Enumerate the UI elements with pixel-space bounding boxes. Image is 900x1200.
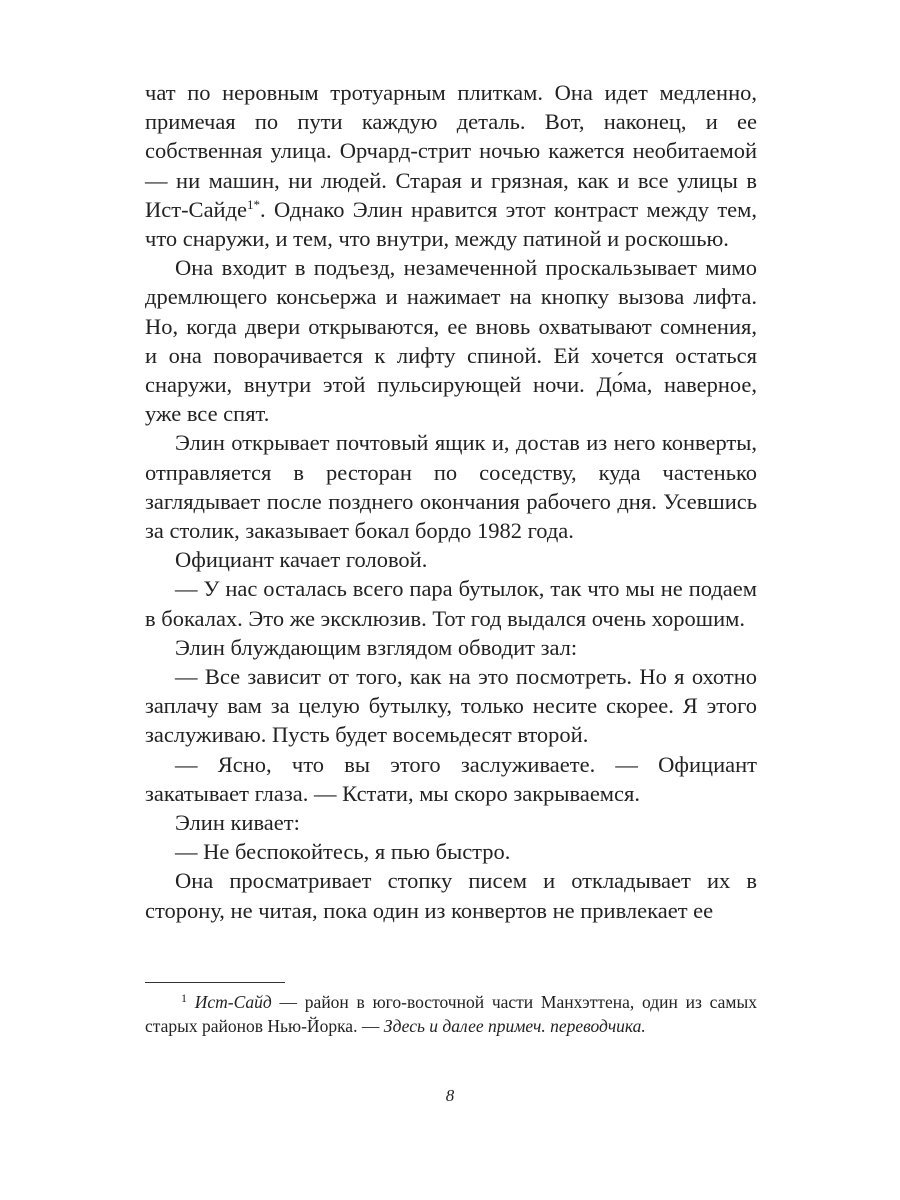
footnote-body [145,990,757,1038]
paragraph-6: Элин блуждающим взглядом обводит зал: [175,634,578,660]
footnote-mark: 1 [181,991,187,1005]
footnote-text: — район в юго-восточной части Манхэттена, один из самых старых районов Нью-Йорка. — [145,992,757,1036]
paragraph-1-text-before: чат по неровным тротуарным плиткам. Она идет медленно, примечая по пути каждую деталь. Вот, наконец, и ее собственная улица. Орчард-стрит ночью кажется необитаемой — ни машин, ни людей. Старая и грязная, как и все улицы в Ист-Сайде [145,80,757,222]
footnote-reference: 1* [247,196,261,212]
paragraph-7: — Все зависит от того, как на это посмотреть. Но я охотно заплачу вам за целую бутылку, только несите скорее. Я этого заслуживаю. Пусть будет восемьдесят второй. [145,664,757,748]
paragraph-5: — У нас осталась всего пара бутылок, так что мы не подаем в бокалах. Это же эксклюзив. Тот год выдался очень хорошим. [145,576,757,631]
paragraph-3: Элин открывает почтовый ящик и, достав из него конверты, отправляется в ресторан по соседству, куда частенько заглядывает после позднего окончания рабочего дня. Усевшись за столик, заказывает бокал бордо 1982 года. [145,430,757,544]
footnote [145,990,757,1038]
footnote-divider [145,982,285,983]
paragraph-1-text-after: . Однако Элин нравится этот контраст между тем, что снаружи, и тем, что внутри, между патиной и роскошью. [145,196,757,252]
footnote-term: Ист-Сайд [194,992,272,1012]
paragraph-8: — Ясно, что вы этого заслуживаете. — Официант закатывает глаза. — Кстати, мы скоро закрываемся. [145,751,757,806]
page-number: 8 [445,1086,455,1105]
paragraph-4: Официант качает головой. [175,547,428,573]
paragraph-9: Элин кивает: [175,810,300,836]
paragraph-1 [145,78,757,253]
footnote-editor-note: Здесь и далее примеч. переводчика. [383,1016,646,1036]
main-text [145,78,757,925]
paragraph-2: Она входит в подъезд, незамеченной проскальзывает мимо дремлющего консьержа и нажимает на кнопку вызова лифта. Но, когда двери открываются, ее вновь охватывают сомнения, и она поворачивается к лифту спиной. Ей хочется остаться снаружи, внутри этой пульсирующей ночи. До́ма, наверное, уже все спят. [145,255,757,427]
paragraph-11: Она просматривает стопку писем и откладывает их в сторону, не читая, пока один из конвертов не привлекает ее [145,868,757,923]
paragraph-10: — Не беспокойтесь, я пью быстро. [175,839,511,865]
